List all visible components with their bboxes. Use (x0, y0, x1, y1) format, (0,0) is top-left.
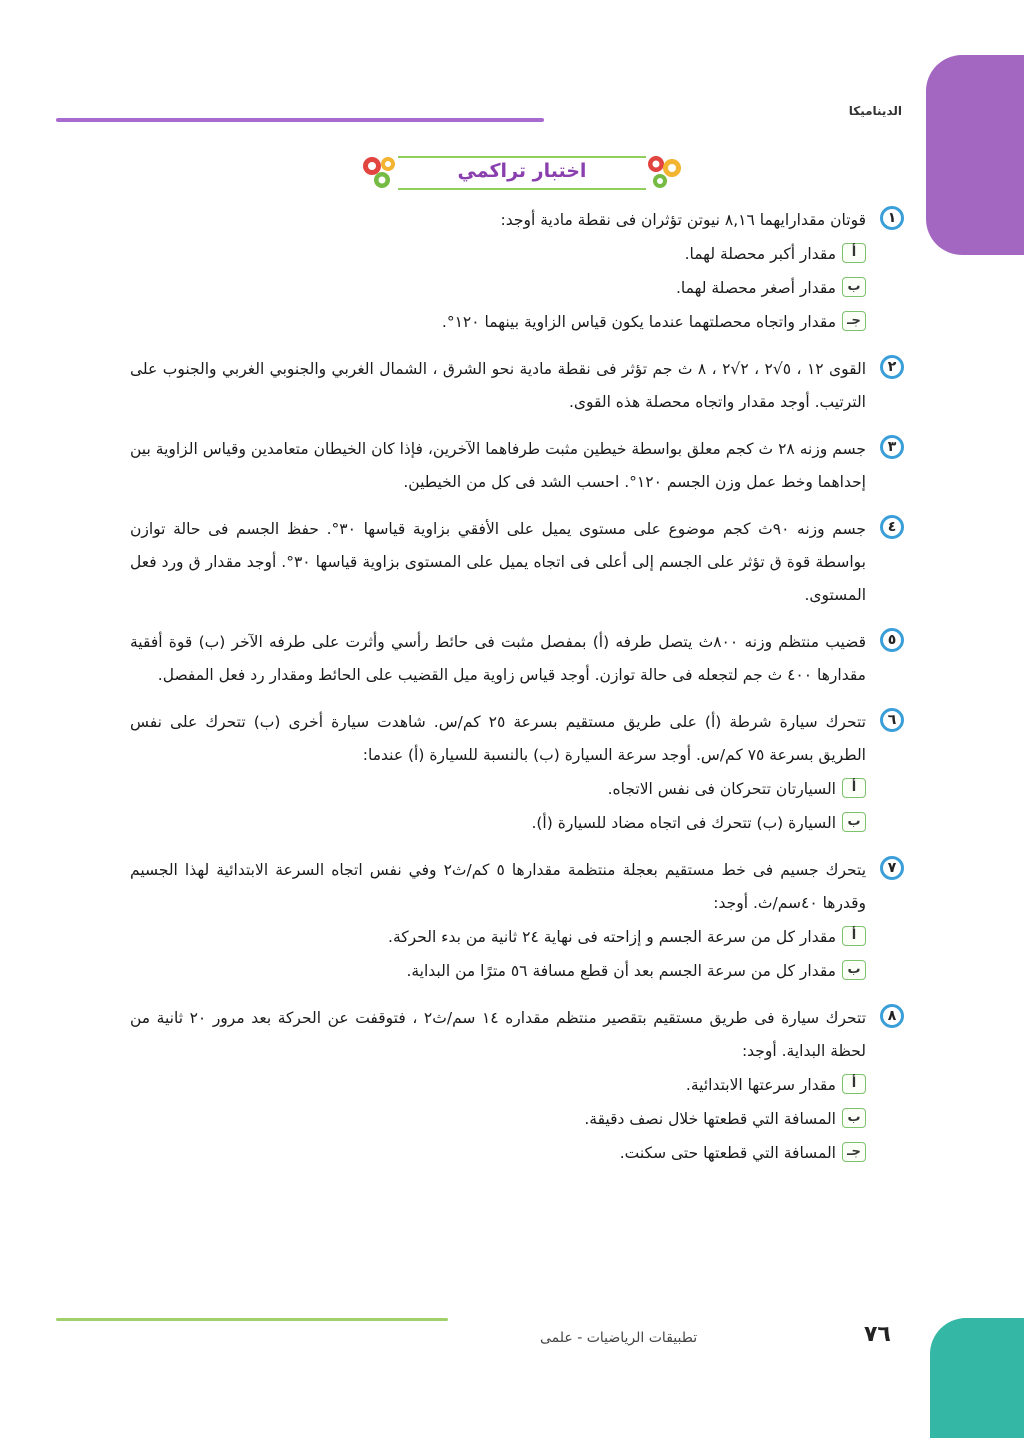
sub-question (130, 1136, 866, 1170)
bottom-divider (56, 1318, 448, 1321)
sub-question-text: السيارة (ب) تتحرك فى اتجاه مضاد للسيارة (أ). (531, 814, 836, 832)
sub-question (130, 1102, 866, 1136)
question-number: ١ (880, 206, 904, 230)
question (130, 513, 904, 612)
question-number: ٨ (880, 1004, 904, 1028)
question-number: ٧ (880, 856, 904, 880)
page-number: ٧٦ (864, 1322, 891, 1347)
question-text: تتحرك سيارة شرطة (أ) على طريق مستقيم بسرعة ٢٥ كم/س. شاهدت سيارة أخرى (ب) تتحرك على نفس الطريق بسرعة ٧٥ كم/س. أوجد سرعة السيارة (ب) بالنسبة للسيارة (أ) عندما: (130, 713, 866, 764)
sub-question-label: ب (842, 812, 866, 832)
book-title: تطبيقات الرياضيات - علمى (540, 1330, 698, 1346)
top-divider (56, 118, 544, 122)
banner (358, 150, 686, 192)
sub-question-text: المسافة التي قطعتها خلال نصف دقيقة. (584, 1110, 836, 1128)
sub-question-text: مقدار سرعتها الابتدائية. (685, 1076, 836, 1094)
sub-question-label: جـ (842, 1142, 866, 1162)
sub-question-text: المسافة التي قطعتها حتى سكنت. (619, 1144, 836, 1162)
question-number: ٦ (880, 708, 904, 732)
question (130, 854, 904, 988)
sub-question (130, 1068, 866, 1102)
question-text: قضيب منتظم وزنه ٨٠٠ث يتصل طرفه (أ) بمفصل مثبت فى حائط رأسي وأثرت على طرفه الآخر (ب) قوة أفقية مقدارها ٤٠٠ ث جم لتجعله فى حالة توازن. أوجد قياس زاوية ميل القضيب على الحائط ومقدار رد فعل المفصل. (130, 633, 866, 684)
question (130, 204, 904, 339)
sub-question-label: أ (842, 926, 866, 946)
question-text: تتحرك سيارة فى طريق مستقيم بتقصير منتظم مقداره ١٤ سم/ث٢ ، فتوقفت عن الحركة بعد مرور ٢٠ ثانية من لحظة البداية. أوجد: (130, 1009, 867, 1060)
gears-icon (358, 150, 402, 192)
question (130, 1002, 904, 1170)
question (130, 433, 904, 499)
sub-question (130, 772, 866, 806)
section-title: الديناميكا (848, 104, 902, 118)
question-text: يتحرك جسيم فى خط مستقيم بعجلة منتظمة مقدارها ٥ كم/ث٢ وفي نفس اتجاه السرعة الابتدائية لهذا الجسيم وقدرها ٤٠سم/ث. أوجد: (130, 861, 867, 912)
question-text: جسم وزنه ٢٨ ث كجم معلق بواسطة خيطين مثبت طرفاهما الآخرين، فإذا كان الخيطان متعامدين وقياس الزاوية بين إحداهما وخط عمل وزن الجسم ١٢٠°. احسب الشد فى كل من الخيطين. (130, 440, 866, 491)
sub-question (130, 920, 866, 954)
chapter-color-tab (926, 55, 1024, 255)
sub-question-text: مقدار أصغر محصلة لهما. (675, 279, 836, 297)
question-number: ٢ (880, 355, 904, 379)
sub-question-label: ب (842, 960, 866, 980)
sub-question (130, 237, 866, 271)
sub-question (130, 806, 866, 840)
question (130, 706, 904, 840)
sub-question-label: ب (842, 277, 866, 297)
question-list (130, 204, 904, 1184)
sub-question-text: السيارتان تتحركان فى نفس الاتجاه. (607, 780, 836, 798)
sub-question-label: ب (842, 1108, 866, 1128)
banner-title: اختبار تراكمي (457, 160, 587, 182)
question-number: ٥ (880, 628, 904, 652)
question-text: قوتان مقدارايهما ٨,١٦ نيوتن تؤثران فى نقطة مادية أوجد: (500, 211, 866, 229)
question-text: جسم وزنه ٩٠ث كجم موضوع على مستوى يميل على الأفقي بزاوية قياسها ٣٠°. حفظ الجسم فى حالة توازن بواسطة قوة ق تؤثر على الجسم إلى أعلى فى اتجاه يميل على المستوى بزاوية قياسها ٣٠°. أوجد مقدار ق ورد فعل المستوى. (130, 520, 866, 604)
gears-icon (642, 150, 686, 192)
sub-question-text: مقدار أكبر محصلة لهما. (684, 245, 836, 263)
sub-question-text: مقدار واتجاه محصلتهما عندما يكون قياس الزاوية بينهما ١٢٠°. (441, 313, 836, 331)
sub-question (130, 271, 866, 305)
sub-question (130, 954, 866, 988)
question-text: القوى ١٢ ، ٥√٢ ، ٢√٢ ، ٨ ث جم تؤثر فى نقطة مادية نحو الشرق ، الشمال الغربي والجنوبي الغربي والجنوب على الترتيب. أوجد مقدار واتجاه محصلة هذه القوى. (130, 360, 867, 411)
question-number: ٣ (880, 435, 904, 459)
question (130, 626, 904, 692)
sub-question-text: مقدار كل من سرعة الجسم بعد أن قطع مسافة ٥٦ مترًا من البداية. (406, 962, 836, 980)
sub-question (130, 305, 866, 339)
sub-question-label: أ (842, 1074, 866, 1094)
banner-frame (398, 156, 646, 190)
sub-question-text: مقدار كل من سرعة الجسم و إزاحته فى نهاية ٢٤ ثانية من بدء الحركة. (388, 928, 836, 946)
sub-question-label: أ (842, 778, 866, 798)
sub-question-label: جـ (842, 311, 866, 331)
page-corner-tab (930, 1318, 1024, 1438)
sub-question-label: أ (842, 243, 866, 263)
question (130, 353, 904, 419)
question-number: ٤ (880, 515, 904, 539)
